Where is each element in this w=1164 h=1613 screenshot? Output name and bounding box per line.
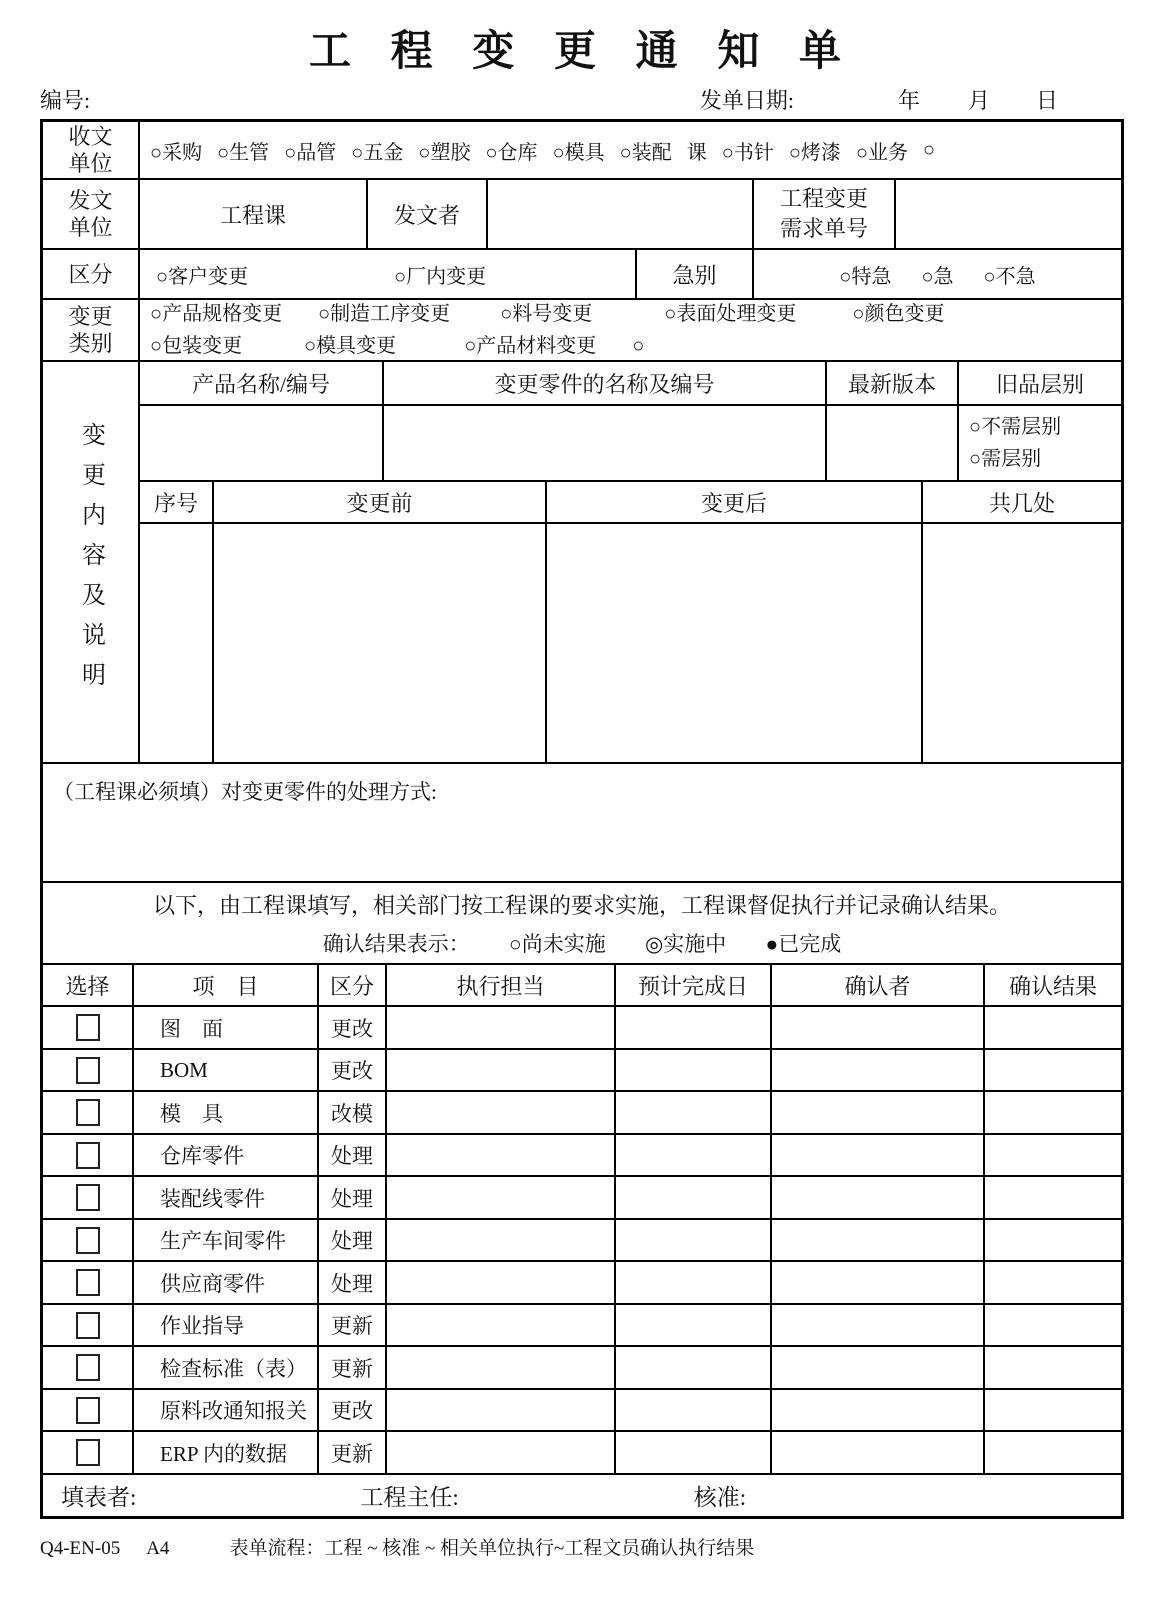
col-header-due: 预计完成日 [614,965,770,1005]
recipient-option[interactable]: ○仓库 [485,141,538,164]
due-date-cell[interactable] [614,1220,770,1261]
col-header-select: 选择 [65,973,110,999]
checkbox[interactable] [76,1184,100,1211]
col-header-item: 项 目 [132,965,317,1005]
change-type-option[interactable]: ○颜色变更 [852,303,945,326]
due-date-cell[interactable] [614,1262,770,1303]
old-part-options [957,406,1121,480]
recipient-option[interactable]: ○采购 [150,141,203,164]
executor-cell[interactable] [385,1177,614,1218]
legend-in-progress: ◎实施中 [644,931,727,956]
item-label: 作业指导 [132,1305,317,1346]
executor-cell[interactable] [385,1432,614,1473]
legend-label: 确认结果表示： [322,931,470,956]
version-header: 最新版本 [825,362,957,404]
recipient-options [138,122,1121,178]
page-title: 工 程 变 更 通 知 单 [308,27,855,74]
execution-instruction: 以下，由工程课填写，相关部门按工程课的要求实施，工程课督促执行并记录确认结果。 [152,892,1011,918]
category-label: 区分 [68,261,113,287]
chief-label: 工程主任: [360,1485,459,1511]
after-header: 变更后 [545,482,921,522]
item-label: BOM [132,1050,317,1091]
task-header-row [43,963,1121,1005]
change-type-options [138,300,1121,360]
select-cell [43,1135,132,1176]
product-name-input[interactable] [140,406,382,480]
change-detail-section [43,360,1121,762]
recipient-option[interactable]: ○品管 [284,141,337,164]
request-no-label: 工程变更需求单号 [752,180,894,248]
recipient-option[interactable]: ○塑胶 [418,141,471,164]
recipient-label: 收文单位 [68,123,113,177]
change-type-option[interactable]: ○制造工序变更 [318,303,451,326]
signature-row [43,1473,1121,1517]
checkbox[interactable] [76,1439,100,1466]
confirmer-cell[interactable] [770,1177,983,1218]
confirmer-cell[interactable] [770,1305,983,1346]
recipient-option[interactable]: ○书针 [721,141,774,164]
change-detail-label: 变更内容及说明 [77,422,104,703]
item-label: 模 具 [132,1092,317,1133]
item-label: 检查标准（表） [132,1347,317,1388]
urgency-label: 急别 [635,250,752,298]
executor-cell[interactable] [385,1390,614,1431]
day-label: 日 [1035,88,1058,114]
task-row [43,1345,1121,1388]
handling-row [43,762,1121,881]
sender-label: 发文者 [366,180,486,248]
select-cell [43,1050,132,1091]
confirmer-cell[interactable] [770,1390,983,1431]
execution-note [43,883,1121,963]
type-label: 处理 [317,1262,385,1303]
type-label: 处理 [317,1135,385,1176]
change-type-row [43,298,1121,360]
type-label: 改模 [317,1092,385,1133]
col-header-confirmer: 确认者 [770,965,983,1005]
recipient-option-blank[interactable]: ○ [923,138,936,161]
seq-header: 序号 [153,490,198,516]
due-date-cell[interactable] [614,1347,770,1388]
issuer-row [43,178,1121,248]
version-input[interactable] [825,406,957,480]
before-input[interactable] [212,524,545,762]
item-label: 生产车间零件 [132,1220,317,1261]
item-label: 图 面 [132,1007,317,1048]
category-row [43,248,1121,298]
result-cell[interactable] [983,1007,1121,1048]
urgency-options [752,250,1121,298]
result-cell[interactable] [983,1177,1121,1218]
legend-completed: ●已完成 [765,931,842,956]
select-cell [43,1305,132,1346]
due-date-cell[interactable] [614,1432,770,1473]
issue-date-label: 发单日期: [699,88,794,114]
change-type-option[interactable]: ○表面处理变更 [664,303,797,326]
executor-cell[interactable] [385,1262,614,1303]
item-label: ERP 内的数据 [132,1432,317,1473]
col-header-executor: 执行担当 [385,965,614,1005]
due-date-cell[interactable] [614,1390,770,1431]
task-row [43,1048,1121,1091]
product-name-header: 产品名称/编号 [191,371,331,397]
legend-not-started: ○尚未实施 [509,931,606,956]
urgency-option[interactable]: ○急 [921,265,954,288]
signature-area[interactable] [43,1475,1121,1517]
col-header-result: 确认结果 [983,965,1121,1005]
part-name-header: 变更零件的名称及编号 [382,362,825,404]
executor-cell[interactable] [385,1050,614,1091]
type-label: 处理 [317,1220,385,1261]
executor-cell[interactable] [385,1135,614,1176]
confirmer-cell[interactable] [770,1220,983,1261]
before-after-header-row [140,480,1121,522]
count-input[interactable] [921,524,1121,762]
checkbox[interactable] [76,1354,100,1381]
task-row [43,1090,1121,1133]
type-label: 处理 [317,1177,385,1218]
result-cell[interactable] [983,1050,1121,1091]
result-cell[interactable] [983,1390,1121,1431]
task-row [43,1388,1121,1431]
confirmer-cell[interactable] [770,1347,983,1388]
select-cell [43,1347,132,1388]
task-row [43,1430,1121,1473]
result-cell[interactable] [983,1092,1121,1133]
change-type-option[interactable]: ○模具变更 [304,335,397,358]
confirmer-cell[interactable] [770,1135,983,1176]
handling-input-area[interactable] [43,764,1121,881]
type-label: 更新 [317,1347,385,1388]
month-label: 月 [967,88,990,114]
select-cell [43,1432,132,1473]
due-date-cell[interactable] [614,1305,770,1346]
issue-date-group [700,84,1058,115]
part-name-input[interactable] [382,406,825,480]
issuer-dept: 工程课 [138,180,366,248]
urgency-option[interactable]: ○不急 [983,265,1036,288]
executor-cell[interactable] [385,1092,614,1133]
change-detail-table [138,362,1121,762]
form-body [40,119,1124,1519]
change-type-label: 变更类别 [68,303,113,357]
category-option[interactable]: ○客户变更 [156,265,249,288]
request-no-input[interactable] [894,180,1121,248]
select-cell [43,1262,132,1303]
due-date-cell[interactable] [614,1092,770,1133]
before-header: 变更前 [212,482,545,522]
checkbox[interactable] [76,1397,100,1424]
select-cell [43,1007,132,1048]
category-options [138,250,635,298]
change-type-option[interactable]: ○料号变更 [500,303,593,326]
confirmer-cell[interactable] [770,1007,983,1048]
due-date-cell[interactable] [614,1135,770,1176]
item-label: 原料改通知报关 [132,1390,317,1431]
executor-cell[interactable] [385,1305,614,1346]
recipient-option[interactable]: ○业务 [855,141,909,164]
checkbox[interactable] [76,1312,100,1339]
type-label: 更新 [317,1432,385,1473]
recipient-row [43,122,1121,178]
old-part-option[interactable]: ○不需层别 [969,416,1062,439]
change-type-option[interactable]: ○包装变更 [150,335,243,358]
select-cell [43,1220,132,1261]
recipient-option[interactable]: ○烤漆 [788,141,841,164]
checkbox[interactable] [76,1142,100,1169]
form-code: Q4-EN-05 [40,1538,121,1560]
type-label: 更改 [317,1390,385,1431]
form-footer [40,1533,1124,1560]
task-row [43,1303,1121,1346]
old-part-option[interactable]: ○需层别 [969,448,1042,471]
select-cell [43,1092,132,1133]
executor-cell[interactable] [385,1347,614,1388]
select-cell [43,1390,132,1431]
form-number-label: 编号: [40,88,91,114]
type-label: 更新 [317,1305,385,1346]
category-option[interactable]: ○厂内变更 [394,265,487,288]
meta-row [40,84,1124,115]
checkbox[interactable] [76,1269,100,1296]
recipient-option[interactable]: ○模具 [552,141,605,164]
change-type-option[interactable]: ○产品规格变更 [150,303,283,326]
form-flow: 表单流程：工程 ~ 核准 ~ 相关单位执行~工程文员确认执行结果 [229,1538,755,1560]
executor-cell[interactable] [385,1220,614,1261]
due-date-cell[interactable] [614,1007,770,1048]
recipient-option[interactable]: ○五金 [351,141,404,164]
executor-cell[interactable] [385,1007,614,1048]
type-label: 更改 [317,1007,385,1048]
task-row [43,1175,1121,1218]
seq-input[interactable] [140,524,212,762]
confirmer-cell[interactable] [770,1050,983,1091]
change-type-option[interactable]: ○产品材料变更 [464,335,597,358]
result-cell[interactable] [983,1262,1121,1303]
confirmer-cell[interactable] [770,1262,983,1303]
filler-label: 填表者: [61,1485,137,1511]
item-label: 仓库零件 [132,1135,317,1176]
old-part-header: 旧品层别 [957,362,1121,404]
item-label: 供应商零件 [132,1262,317,1303]
execution-note-row [43,881,1121,963]
confirmer-cell[interactable] [770,1092,983,1133]
confirmer-cell[interactable] [770,1432,983,1473]
result-cell[interactable] [983,1135,1121,1176]
col-header-type: 区分 [317,965,385,1005]
checkbox[interactable] [76,1014,100,1041]
result-cell[interactable] [983,1305,1121,1346]
task-row [43,1218,1121,1261]
checkbox[interactable] [76,1099,100,1126]
after-input[interactable] [545,524,921,762]
count-header: 共几处 [921,482,1121,522]
recipient-option[interactable]: ○生管 [217,141,270,164]
sender-input[interactable] [486,180,752,248]
detail-input-row [140,404,1121,480]
type-label: 更改 [317,1050,385,1091]
task-row [43,1133,1121,1176]
issuer-label: 发文单位 [68,187,113,241]
checkbox[interactable] [76,1057,100,1084]
change-type-option-blank[interactable]: ○ [632,335,645,358]
recipient-option-suffix: 课 [686,141,707,164]
due-date-cell[interactable] [614,1177,770,1218]
detail-header-row [140,362,1121,404]
before-after-input-row [140,522,1121,762]
execution-legend [323,928,841,958]
year-label: 年 [897,88,920,114]
handling-note: （工程课必须填）对变更零件的处理方式: [53,780,437,805]
item-label: 装配线零件 [132,1177,317,1218]
approval-label: 核准: [693,1485,747,1511]
result-cell[interactable] [983,1220,1121,1261]
select-cell [43,1177,132,1218]
recipient-option[interactable]: ○装配 [619,141,672,164]
result-cell[interactable] [983,1432,1121,1473]
task-row [43,1260,1121,1303]
result-cell[interactable] [983,1347,1121,1388]
urgency-option[interactable]: ○特急 [839,265,892,288]
due-date-cell[interactable] [614,1050,770,1091]
checkbox[interactable] [76,1227,100,1254]
paper-size: A4 [146,1538,170,1560]
task-row [43,1005,1121,1048]
